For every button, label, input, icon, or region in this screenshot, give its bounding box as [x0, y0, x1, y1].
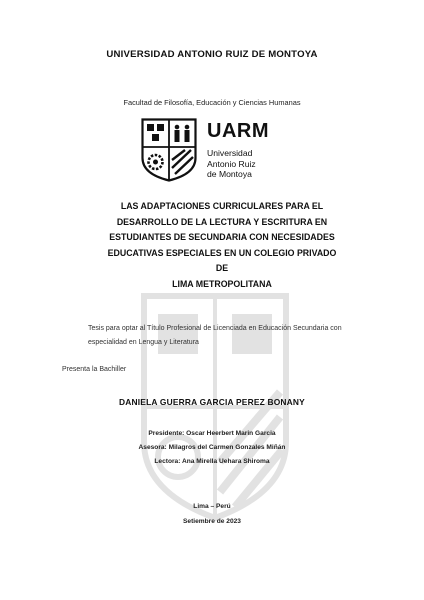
title-line: ESTUDIANTES DE SECUNDARIA CON NECESIDADES [109, 232, 335, 243]
place: Lima – Perú [193, 503, 231, 510]
logo-line: de Montoya [207, 169, 252, 180]
committee-president: Presidente: Oscar Heerbert Marin Garcia [148, 430, 276, 437]
committee-reader: Lectora: Ana Mirella Uehara Shiroma [154, 458, 270, 466]
title-line: DESARROLLO DE LA LECTURA Y ESCRITURA EN [116, 216, 328, 227]
thesis-title [103, 199, 341, 293]
author-name: DANIELA GUERRA GARCIA PEREZ BONANY [119, 397, 305, 407]
logo-line: Antonio Ruiz [207, 158, 256, 169]
title-line: LAS ADAPTACIONES CURRICULARES PARA EL [120, 201, 324, 211]
logo-wordmark [207, 118, 317, 182]
title-line: EDUCATIVAS ESPECIALES EN UN COLEGIO PRIVADO DE [107, 247, 337, 274]
logo-full-name [207, 148, 256, 180]
thesis-purpose [88, 322, 388, 350]
committee-advisor: Asesora: Milagros del Carmen Gonzales Miñán [138, 444, 286, 452]
logo-line: Universidad [207, 148, 253, 158]
purpose-line: Tesis para optar al Título Profesional de Licenciada en Educación Secundaria con [88, 325, 342, 332]
purpose-line: especialidad en Lengua y Literatura [88, 339, 199, 346]
logo-acronym: UARM [207, 120, 269, 142]
presented-by-label: Presenta la Bachiller [62, 366, 127, 373]
title-line: LIMA METROPOLITANA [172, 278, 272, 289]
faculty-name: Facultad de Filosofía, Educación y Ciencias Humanas [123, 98, 301, 107]
committee-list [0, 427, 424, 470]
university-name: UNIVERSIDAD ANTONIO RUIZ DE MONTOYA [106, 49, 318, 60]
university-shield-icon [141, 118, 197, 182]
date: Setiembre de 2023 [183, 518, 241, 525]
university-logo [141, 118, 311, 182]
